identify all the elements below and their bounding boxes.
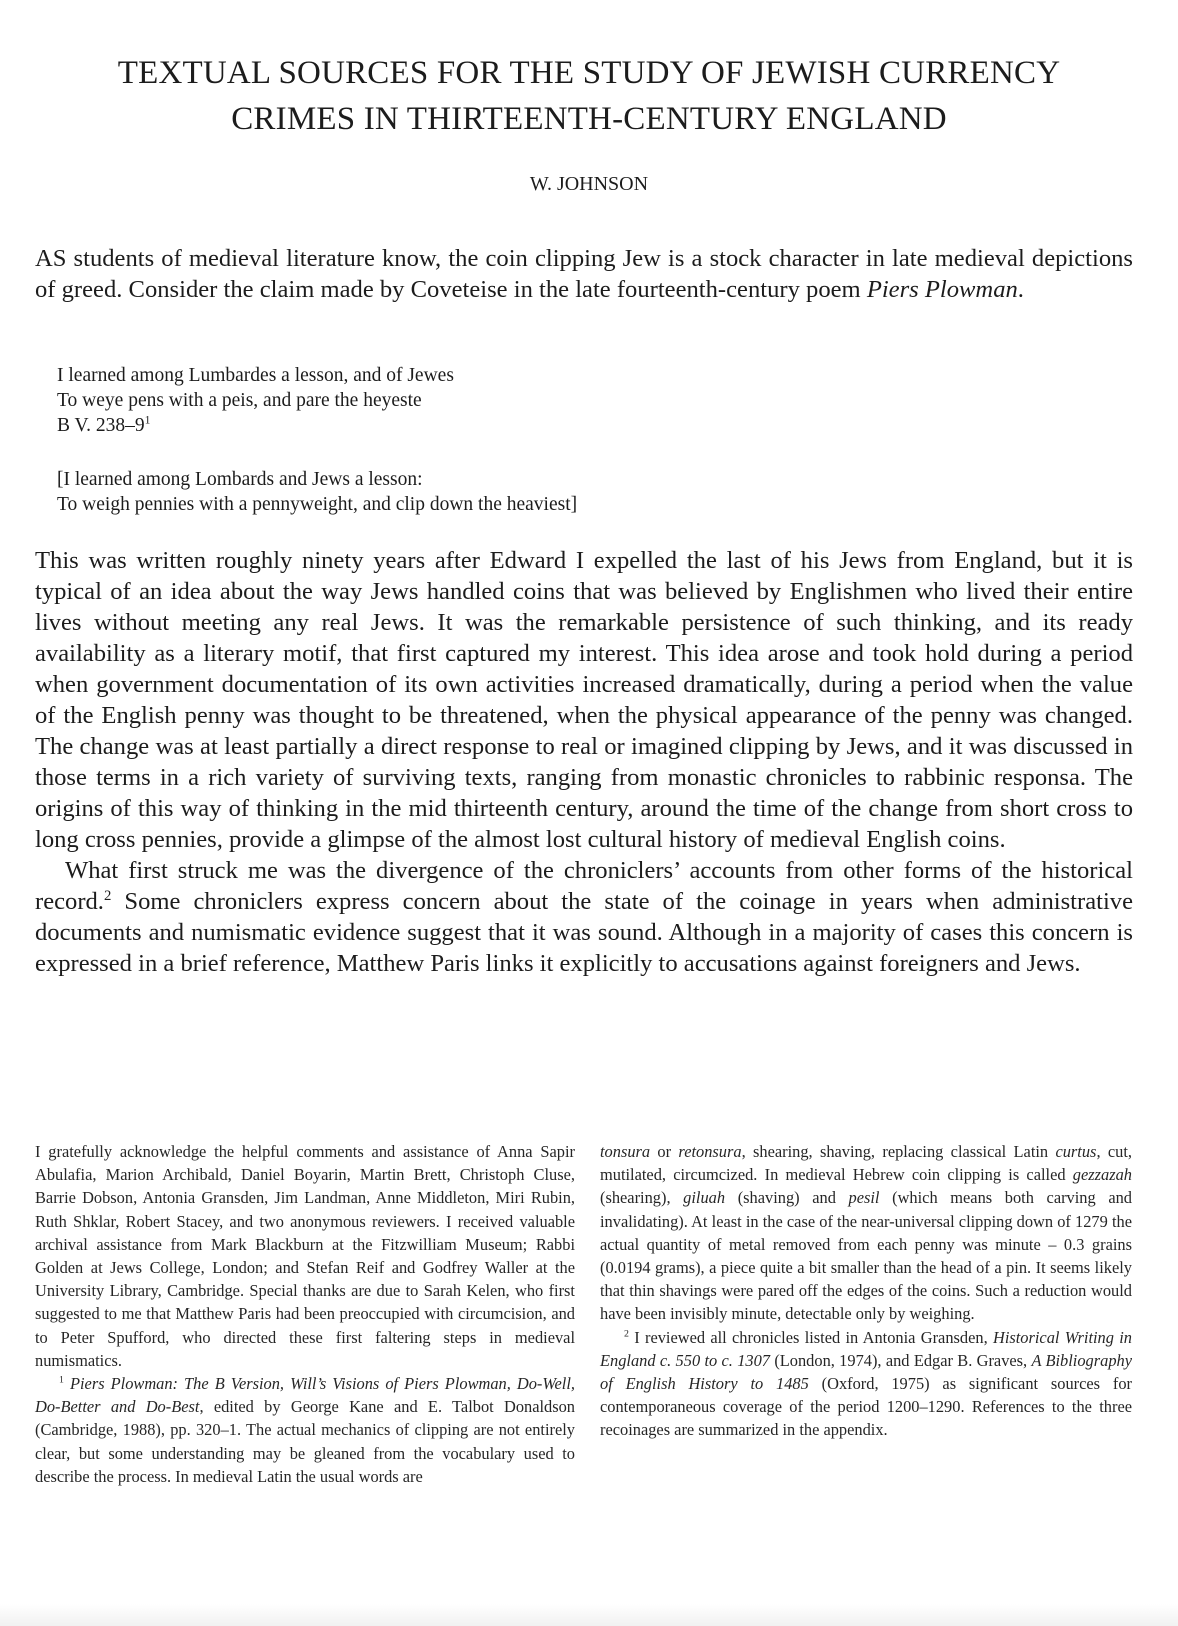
gransden-title: Historical Writing in England c. 550 to c. 1307: [600, 1327, 1132, 1370]
footnote-2: [600, 1326, 1132, 1442]
fn1-text-g: (which means both carving and invalidating). At least in the case of the near-universal clipping down of 1279 the actual quantity of metal removed from each penny was minute – 0.3 grains (0.0194 grams), a piece quite a bit smaller than the head of a pin. It seems likely that thin shavings were pared off the edges of the coins. Such a reduction would have been invisibly minute, detectable only by weighing.: [600, 1188, 1132, 1324]
para2-text-a: What first struck me was the divergence of the chroniclers’ accounts from other forms of the historical record.: [35, 857, 1133, 915]
poem-title: Piers Plowman: [866, 276, 1018, 303]
verse-line-1: I learned among Lumbardes a lesson, and of Jewes: [57, 365, 454, 386]
fn2-text-b: (London, 1974), and Edgar B. Graves,: [770, 1350, 1032, 1370]
translation-line-2: To weigh pennies with a pennyweight, and clip down the heaviest]: [57, 494, 578, 515]
footnotes-right-column: [600, 1140, 1132, 1442]
fn2-text-c: (Oxford, 1975) as significant sources for contemporaneous coverage of the period 1200–1290. References to the three recoinages are summarized in the appendix.: [600, 1374, 1132, 1440]
term-gezzazah: gezzazah: [1072, 1165, 1132, 1185]
body-paragraph-1: This was written roughly ninety years after Edward I expelled the last of his Jews from England, but it is typical of an idea about the way Jews handled coins that was believed by Englishmen who lived their entire lives without meeting any real Jews. It was the remarkable persistence of such thinking, and its ready availability as a literary motif, that first captured my interest. This idea arose and took hold during a period when government documentation of its own activities increased dramatically, during a period when the value of the English penny was thought to be threatened, when the physical appearance of the penny was changed. The change was at least partially a direct response to real or imagined clipping by Jews, and it was discussed in those terms in a rich variety of surviving texts, ranging from monastic chronicles to rabbinic responsa. The origins of this way of thinking in the mid thirteenth century, around the time of the change from short cross to long cross pennies, provide a glimpse of the almost lost cultural history of medieval English coins.: [35, 547, 1133, 853]
footnote-marker-2: 2: [103, 887, 112, 904]
acknowledgement-note: I gratefully acknowledge the helpful comments and assistance of Anna Sapir Abulafia, Marion Archibald, Daniel Boyarin, Martin Brett, Christoph Cluse, Barrie Dobson, Antonia Gransden, Jim Landman, Anne Middleton, Miri Rubin, Ruth Shklar, Robert Stacey, and two anonymous reviewers. I received valuable archival assistance from Mark Blackburn at the Fitzwilliam Museum; Rabbi Golden at Jews College, London; and Stefan Reif and Godfrey Waller at the University Library, Cambridge. Special thanks are due to Sarah Kelen, who first suggested to me that Matthew Paris had been preoccupied with circumcision, and to Peter Spufford, who directed these first faltering steps in medieval numismatics.: [35, 1142, 575, 1370]
footnote-marker-1: 1: [144, 413, 151, 427]
intro-paragraph: [35, 243, 1133, 305]
term-giluah: giluah: [683, 1188, 726, 1208]
fn1-text-e: (shearing),: [600, 1188, 684, 1208]
term-tonsura: tonsura: [600, 1142, 651, 1161]
fn2-text-a: I reviewed all chronicles listed in Antonia Gransden,: [628, 1327, 993, 1347]
title-line-2: CRIMES IN THIRTEENTH-CENTURY ENGLAND: [231, 101, 947, 137]
verse-reference: [57, 413, 757, 438]
page-bottom-edge: [0, 1604, 1178, 1626]
term-curtus: curtus: [1055, 1142, 1097, 1161]
fn1-text-c: , shearing, shaving, replacing classical Latin: [741, 1142, 1056, 1161]
fn1-text-f: (shaving) and: [725, 1188, 849, 1208]
title-line-1: TEXTUAL SOURCES FOR THE STUDY OF JEWISH CURRENCY: [117, 55, 1061, 91]
footnotes-left-column: [35, 1140, 575, 1488]
body-paragraph-2: [35, 855, 1133, 979]
verse-quote: [57, 363, 757, 438]
footnote-1-title: Piers Plowman: The B Version, Will’s Visions of Piers Plowman, Do-Well, Do-Better and Do-Best: [35, 1374, 575, 1417]
footnote-1-text-a: , edited by George Kane and E. Talbot Donaldson (Cambridge, 1988), pp. 320–1. The actual mechanics of clipping are not entirely clear, but some understanding may be gleaned from the vocabulary used to describe the process. In medieval Latin the usual words are: [35, 1397, 576, 1486]
intro-text-after: .: [1017, 276, 1024, 303]
footnote-1-continued: [600, 1140, 1132, 1326]
footnote-1: [35, 1372, 575, 1488]
footnote-2-number: 2: [624, 1328, 629, 1340]
term-retonsura: retonsura: [678, 1142, 742, 1161]
footnote-1-number: 1: [59, 1374, 64, 1386]
verse-line-2: To weye pens with a peis, and pare the heyeste: [57, 390, 422, 411]
intro-text-before: AS students of medieval literature know, the coin clipping Jew is a stock character in late medieval depictions of greed. Consider the claim made by Coveteise in the late fourteenth-century poem: [35, 245, 1133, 303]
author: W. JOHNSON: [529, 173, 649, 195]
verse-ref-text: B V. 238–9: [57, 415, 145, 436]
fn1-text-d: , cut, mutilated, circumcized. In medieval Hebrew coin clipping is called: [600, 1142, 1132, 1185]
term-pesil: pesil: [848, 1188, 880, 1208]
article-title: [40, 50, 1138, 142]
verse-translation: [57, 467, 757, 517]
graves-title: A Bibliography of English History to 1485: [600, 1350, 1132, 1394]
para2-text-b: Some chroniclers express concern about the state of the coinage in years when administrative documents and numismatic evidence suggest that it was sound. Although in a majority of cases this concern is expressed in a brief reference, Matthew Paris links it explicitly to accusations against foreigners and Jews.: [35, 888, 1133, 977]
fn1-text-b: or: [650, 1142, 679, 1161]
main-body: [35, 545, 1133, 979]
translation-line-1: [I learned among Lombards and Jews a lesson:: [57, 469, 423, 490]
